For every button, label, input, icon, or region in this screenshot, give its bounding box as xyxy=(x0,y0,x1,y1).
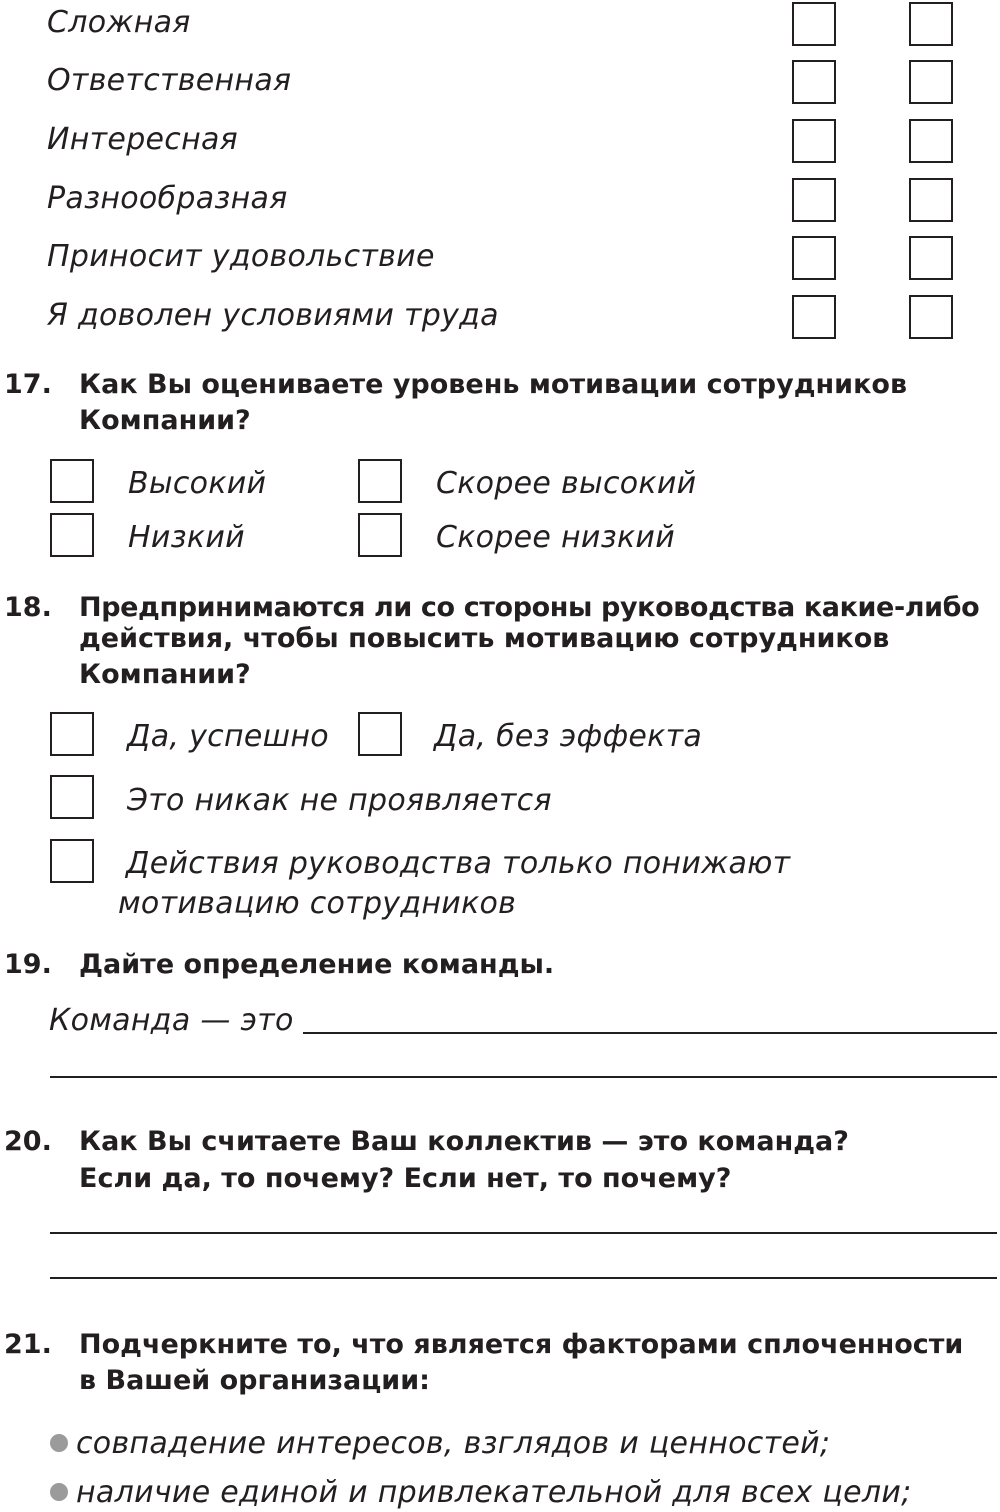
q21-question-line1: Подчеркните то, что является факторами сплоченности xyxy=(79,1329,964,1360)
q18-question-line1: Предпринимаются ли со стороны руководства какие-либо xyxy=(79,592,980,623)
q18-checkbox-yes-success[interactable] xyxy=(50,712,94,756)
q17-option-label: Скорее высокий xyxy=(436,466,697,501)
q16-row-label: Сложная xyxy=(47,5,191,40)
q21-list-item xyxy=(50,1425,830,1463)
q16-checkbox-col2[interactable] xyxy=(909,119,953,163)
q16-checkbox-col2[interactable] xyxy=(909,2,953,46)
q18-option-label-cont: мотивацию сотрудников xyxy=(118,886,517,921)
q20-answer-line-2[interactable] xyxy=(50,1277,997,1279)
q18-checkbox-yes-no-effect[interactable] xyxy=(358,712,402,756)
q20-number: 20. xyxy=(4,1126,52,1157)
q21-item-text: наличие единой и привлекательной для всех цели; xyxy=(76,1475,912,1510)
q18-number: 18. xyxy=(4,592,52,623)
q20-question-line2: Если да, то почему? Если нет, то почему? xyxy=(79,1163,732,1194)
q21-number: 21. xyxy=(4,1329,52,1360)
q17-checkbox-rather-low[interactable] xyxy=(358,513,402,557)
bullet-icon xyxy=(50,1434,68,1452)
q16-checkbox-col1[interactable] xyxy=(792,178,836,222)
q17-question-line1: Как Вы оцениваете уровень мотивации сотрудников xyxy=(79,369,908,400)
q19-prompt: Команда — это xyxy=(49,1003,294,1038)
q16-checkbox-col2[interactable] xyxy=(909,295,953,339)
q18-question-line3: Компании? xyxy=(79,659,251,690)
q16-checkbox-col1[interactable] xyxy=(792,2,836,46)
q18-checkbox-not-shown[interactable] xyxy=(50,775,94,819)
q18-option-label: Да, успешно xyxy=(127,719,329,754)
q18-option-label: Да, без эффекта xyxy=(434,719,703,754)
q16-checkbox-col2[interactable] xyxy=(909,178,953,222)
q21-item-text: совпадение интересов, взглядов и ценностей; xyxy=(76,1426,831,1461)
q17-checkbox-low[interactable] xyxy=(50,513,94,557)
q18-option-label: Это никак не проявляется xyxy=(127,783,552,818)
q16-checkbox-col2[interactable] xyxy=(909,60,953,104)
q16-checkbox-col1[interactable] xyxy=(792,236,836,280)
q16-row-label: Я доволен условиями труда xyxy=(47,298,499,333)
q21-list-item xyxy=(50,1474,912,1512)
q17-question-line2: Компании? xyxy=(79,405,251,436)
q16-row-label: Приносит удовольствие xyxy=(47,239,435,274)
q16-row-label: Ответственная xyxy=(47,63,292,98)
q17-option-label: Низкий xyxy=(128,520,245,555)
q17-number: 17. xyxy=(4,369,52,400)
q20-question-line1: Как Вы считаете Ваш коллектив — это команда? xyxy=(79,1126,849,1157)
q18-checkbox-lowers[interactable] xyxy=(50,839,94,883)
q17-checkbox-rather-high[interactable] xyxy=(358,459,402,503)
bullet-icon xyxy=(50,1483,68,1501)
q17-option-label: Высокий xyxy=(128,466,267,501)
q18-option-label: Действия руководства только понижают xyxy=(126,846,791,881)
q19-answer-line-1[interactable] xyxy=(303,1032,997,1034)
q19-question: Дайте определение команды. xyxy=(79,949,555,980)
q21-question-line2: в Вашей организации: xyxy=(79,1365,430,1396)
q19-number: 19. xyxy=(4,949,52,980)
q17-checkbox-high[interactable] xyxy=(50,459,94,503)
q19-answer-line-2[interactable] xyxy=(50,1076,997,1078)
q18-question-line2: действия, чтобы повысить мотивацию сотрудников xyxy=(79,623,890,654)
q16-checkbox-col1[interactable] xyxy=(792,119,836,163)
q16-row-label: Интересная xyxy=(47,122,239,157)
q16-checkbox-col1[interactable] xyxy=(792,60,836,104)
q16-checkbox-col2[interactable] xyxy=(909,236,953,280)
q17-option-label: Скорее низкий xyxy=(436,520,675,555)
q20-answer-line-1[interactable] xyxy=(50,1232,997,1234)
q16-checkbox-col1[interactable] xyxy=(792,295,836,339)
q16-row-label: Разнообразная xyxy=(47,181,288,216)
